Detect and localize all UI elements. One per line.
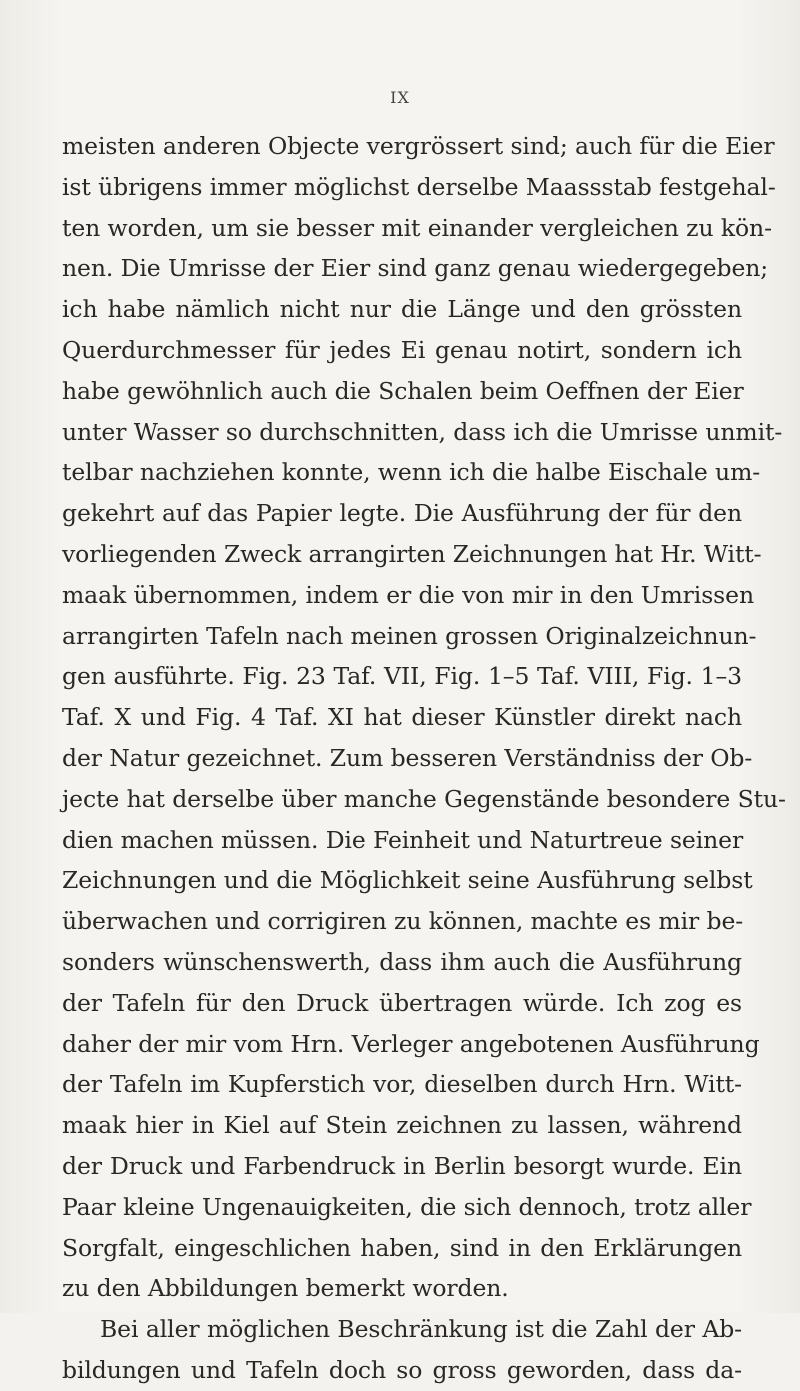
text-line: daher der mir vom Hrn. Verleger angebotenen Ausführung [62, 1029, 760, 1058]
text-line: telbar nachziehen konnte, wenn ich die halbe Eischale um- [62, 458, 761, 487]
text-line: sonders wünschenswerth, dass ihm auch die Ausführung [62, 947, 742, 976]
text-line: habe gewöhnlich auch die Schalen beim Oeffnen der Eier [62, 376, 744, 405]
text-line: der Tafeln im Kupferstich vor, dieselben durch Hrn. Witt- [62, 1070, 742, 1099]
text-line: ten worden, um sie besser mit einander vergleichen zu kön- [62, 213, 772, 242]
text-line: arrangirten Tafeln nach meinen grossen Originalzeichnun- [62, 621, 757, 650]
text-line: vorliegenden Zweck arrangirten Zeichnungen hat Hr. Witt- [62, 539, 762, 568]
text-line: Sorgfalt, eingeschlichen haben, sind in den Erklärungen [62, 1233, 742, 1262]
text-line: bildungen und Tafeln doch so gross geworden, dass da- [62, 1355, 742, 1384]
text-line: Taf. X und Fig. 4 Taf. XI hat dieser Künstler direkt nach [62, 703, 742, 732]
text-line: gen ausführte. Fig. 23 Taf. VII, Fig. 1–5 Taf. VIII, Fig. 1–3 [62, 662, 742, 691]
text-line: unter Wasser so durchschnitten, dass ich die Umrisse unmit- [62, 417, 783, 446]
text-line: Querdurchmesser für jedes Ei genau notirt, sondern ich [62, 335, 742, 364]
text-line: meisten anderen Objecte vergrössert sind; auch für die Eier [62, 132, 775, 160]
text-line: dien machen müssen. Die Feinheit und Naturtreue seiner [62, 825, 744, 854]
text-line: ich habe nämlich nicht nur die Länge und den grössten [62, 295, 742, 324]
text-line: Zeichnungen und die Möglichkeit seine Ausführung selbst [62, 866, 753, 895]
text-line: Paar kleine Ungenauigkeiten, die sich dennoch, trotz aller [62, 1192, 752, 1221]
text-line: gekehrt auf das Papier legte. Die Ausführung der für den [62, 499, 742, 528]
text-line: überwachen und corrigiren zu können, machte es mir be- [62, 907, 744, 936]
paragraph-start-line: Bei aller möglichen Beschränkung ist die Zahl der Ab- [100, 1315, 742, 1344]
paragraph-end-line: zu den Abbildungen bemerkt worden. [62, 1274, 509, 1303]
text-line: der Natur gezeichnet. Zum besseren Verständniss der Ob- [62, 743, 753, 772]
text-line: der Tafeln für den Druck übertragen würde. Ich zog es [62, 988, 742, 1017]
text-line: nen. Die Umrisse der Eier sind ganz genau wiedergegeben; [62, 254, 769, 283]
text-line: maak hier in Kiel auf Stein zeichnen zu lassen, während [62, 1111, 742, 1140]
body-text [62, 126, 786, 1391]
text-line: maak übernommen, indem er die von mir in den Umrissen [62, 580, 754, 609]
text-line: jecte hat derselbe über manche Gegenstände besondere Stu- [62, 784, 786, 813]
page-number: IX [390, 88, 410, 107]
text-line: der Druck und Farbendruck in Berlin besorgt wurde. Ein [62, 1151, 742, 1180]
text-line: ist übrigens immer möglichst derselbe Maassstab festgehal- [62, 172, 776, 201]
